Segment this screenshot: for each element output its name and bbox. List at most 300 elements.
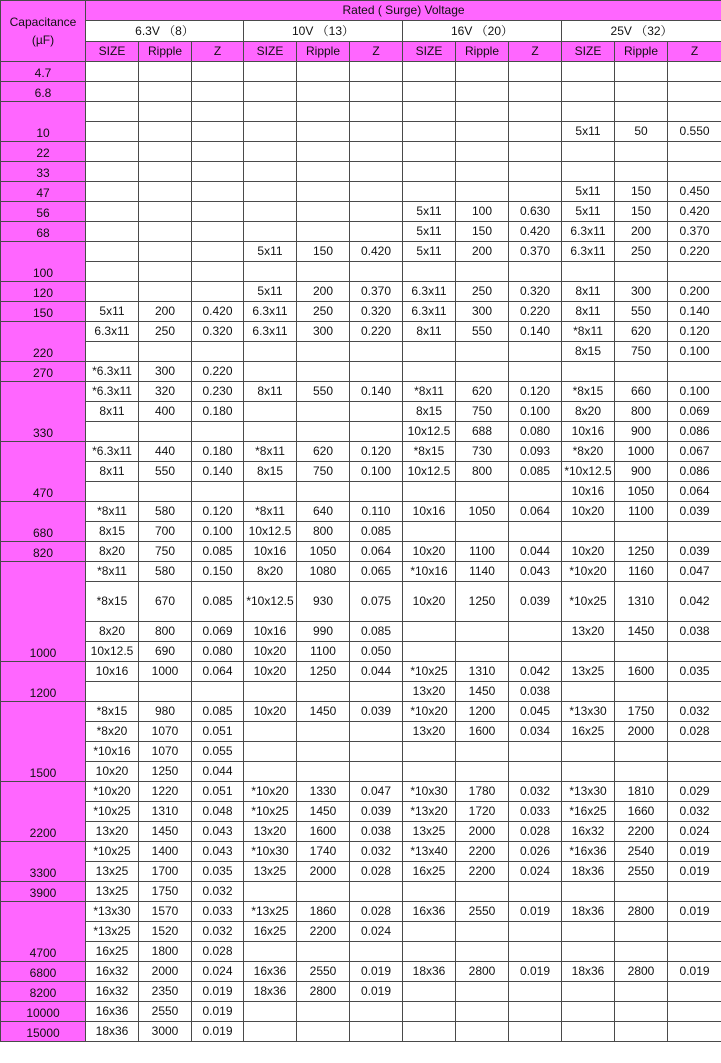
z-cell	[668, 942, 721, 962]
ripple-cell: 2000	[456, 822, 509, 842]
z-cell: 0.100	[668, 382, 721, 402]
size-cell	[244, 482, 297, 502]
size-cell	[244, 402, 297, 422]
size-cell: *8x11	[244, 442, 297, 462]
z-cell: 0.320	[509, 282, 562, 302]
z-cell	[350, 1002, 403, 1022]
ripple-cell	[615, 642, 668, 662]
table-row	[1, 942, 721, 962]
z-cell	[509, 922, 562, 942]
z-cell: 0.051	[192, 782, 244, 802]
ripple-cell: 900	[615, 422, 668, 442]
z-cell: 0.019	[668, 902, 721, 922]
capacitance-value: 120	[1, 282, 86, 302]
ripple-cell	[297, 682, 350, 702]
ripple-cell	[615, 1002, 668, 1022]
ripple-cell: 1200	[456, 702, 509, 722]
z-header: Z	[509, 42, 562, 62]
table-row	[1, 922, 721, 942]
size-cell: 10x16	[86, 662, 139, 682]
z-cell: 0.320	[350, 302, 403, 322]
size-cell: 16x25	[244, 922, 297, 942]
size-cell: 18x36	[562, 862, 615, 882]
z-cell	[192, 182, 244, 202]
z-cell: 0.034	[509, 722, 562, 742]
z-cell	[509, 942, 562, 962]
z-cell	[350, 262, 403, 282]
z-cell	[668, 682, 721, 702]
size-cell: 8x11	[86, 462, 139, 482]
table-row	[1, 962, 721, 982]
ripple-cell: 200	[456, 242, 509, 262]
ripple-cell: 1600	[615, 662, 668, 682]
z-header: Z	[350, 42, 403, 62]
size-cell: 8x15	[403, 402, 456, 422]
size-cell	[403, 922, 456, 942]
ripple-cell	[297, 482, 350, 502]
rated-voltage-header: Rated ( Surge) Voltage	[86, 1, 721, 21]
z-cell: 0.140	[350, 382, 403, 402]
size-cell: *8x11	[562, 322, 615, 342]
z-cell: 0.085	[509, 462, 562, 482]
z-cell: 0.019	[509, 902, 562, 922]
z-cell: 0.085	[192, 542, 244, 562]
ripple-cell: 2200	[456, 842, 509, 862]
z-cell: 0.043	[192, 822, 244, 842]
ripple-cell	[615, 1022, 668, 1042]
z-cell: 0.085	[350, 522, 403, 542]
table-row	[1, 822, 721, 842]
z-cell: 0.140	[192, 462, 244, 482]
ripple-cell	[297, 202, 350, 222]
size-cell: 10x20	[562, 542, 615, 562]
table-header	[1, 1, 721, 62]
z-cell	[350, 422, 403, 442]
table-row	[1, 722, 721, 742]
z-cell: 0.033	[192, 902, 244, 922]
z-cell	[509, 742, 562, 762]
z-cell: 0.230	[192, 382, 244, 402]
ripple-cell: 150	[615, 182, 668, 202]
size-cell	[562, 82, 615, 102]
size-cell: *13x40	[403, 842, 456, 862]
size-cell: 13x20	[403, 722, 456, 742]
z-cell	[668, 62, 721, 82]
ripple-cell	[297, 162, 350, 182]
size-cell	[403, 1022, 456, 1042]
capacitance-value: 15000	[1, 1022, 86, 1042]
ripple-cell: 1100	[297, 642, 350, 662]
ripple-cell: 1450	[139, 822, 192, 842]
z-cell	[509, 642, 562, 662]
size-cell: 16x32	[562, 822, 615, 842]
z-cell: 0.420	[668, 202, 721, 222]
z-cell	[350, 162, 403, 182]
z-cell	[668, 982, 721, 1002]
z-cell	[668, 262, 721, 282]
z-cell: 0.043	[509, 562, 562, 582]
ripple-cell: 1400	[139, 842, 192, 862]
table-row	[1, 802, 721, 822]
ripple-cell	[139, 102, 192, 122]
ripple-cell: 300	[297, 322, 350, 342]
z-cell: 0.220	[668, 242, 721, 262]
size-cell: 10x16	[562, 482, 615, 502]
size-header: SIZE	[403, 42, 456, 62]
size-cell: 13x25	[86, 862, 139, 882]
ripple-cell	[139, 282, 192, 302]
size-cell: *10x20	[562, 562, 615, 582]
size-cell: *10x16	[403, 562, 456, 582]
ripple-cell: 1250	[297, 662, 350, 682]
size-cell: 13x20	[244, 822, 297, 842]
ripple-cell: 320	[139, 382, 192, 402]
ripple-cell	[297, 142, 350, 162]
z-cell: 0.220	[192, 362, 244, 382]
z-cell	[350, 62, 403, 82]
ripple-cell: 930	[297, 582, 350, 622]
size-cell	[403, 342, 456, 362]
table-row	[1, 982, 721, 1002]
size-header: SIZE	[244, 42, 297, 62]
table-body	[1, 62, 721, 1042]
ripple-cell: 200	[615, 222, 668, 242]
size-cell: 10x20	[244, 662, 297, 682]
ripple-cell: 750	[456, 402, 509, 422]
capacitance-value: 1500	[1, 702, 86, 782]
ripple-cell: 1740	[297, 842, 350, 862]
size-cell: *8x11	[403, 382, 456, 402]
table-row	[1, 502, 721, 522]
z-cell	[668, 1022, 721, 1042]
ripple-cell	[615, 162, 668, 182]
size-cell	[403, 482, 456, 502]
z-cell: 0.050	[350, 642, 403, 662]
ripple-cell: 660	[615, 382, 668, 402]
z-cell: 0.320	[192, 322, 244, 342]
z-cell	[509, 102, 562, 122]
z-cell	[509, 522, 562, 542]
ripple-cell	[456, 942, 509, 962]
z-cell: 0.120	[509, 382, 562, 402]
z-cell: 0.150	[192, 562, 244, 582]
size-cell: *8x20	[562, 442, 615, 462]
ripple-cell: 2550	[456, 902, 509, 922]
capacitance-value: 330	[1, 382, 86, 442]
z-cell	[350, 342, 403, 362]
size-cell: 16x32	[86, 962, 139, 982]
size-cell: 16x25	[86, 942, 139, 962]
z-cell	[192, 122, 244, 142]
ripple-cell: 2800	[615, 962, 668, 982]
size-cell: *6.3x11	[86, 382, 139, 402]
ripple-cell: 1700	[139, 862, 192, 882]
ripple-cell	[139, 482, 192, 502]
capacitance-value: 1200	[1, 662, 86, 702]
ripple-cell: 1250	[456, 582, 509, 622]
table-row	[1, 842, 721, 862]
z-cell	[509, 882, 562, 902]
ripple-cell: 750	[615, 342, 668, 362]
ripple-cell	[456, 522, 509, 542]
size-cell	[403, 882, 456, 902]
table-row	[1, 302, 721, 322]
z-cell: 0.220	[350, 322, 403, 342]
size-cell: 5x11	[244, 282, 297, 302]
size-cell: 10x16	[244, 542, 297, 562]
z-cell: 0.019	[350, 962, 403, 982]
size-cell: 8x11	[562, 282, 615, 302]
size-cell	[403, 142, 456, 162]
size-cell	[244, 102, 297, 122]
ripple-cell: 1250	[139, 762, 192, 782]
ripple-cell: 3000	[139, 1022, 192, 1042]
ripple-cell: 200	[297, 282, 350, 302]
capacitance-value: 3300	[1, 842, 86, 882]
ripple-cell: 1860	[297, 902, 350, 922]
size-cell	[403, 522, 456, 542]
ripple-cell: 2550	[297, 962, 350, 982]
z-cell: 0.039	[509, 582, 562, 622]
ripple-cell: 980	[139, 702, 192, 722]
z-cell	[668, 642, 721, 662]
size-cell: *10x20	[244, 782, 297, 802]
table-row	[1, 562, 721, 582]
size-cell: 10x20	[403, 542, 456, 562]
size-cell: *10x25	[86, 802, 139, 822]
z-cell: 0.100	[192, 522, 244, 542]
capacitance-value: 100	[1, 242, 86, 282]
z-cell	[509, 342, 562, 362]
size-cell: 5x11	[403, 242, 456, 262]
ripple-cell: 250	[456, 282, 509, 302]
size-cell: 10x20	[86, 762, 139, 782]
z-cell: 0.120	[192, 502, 244, 522]
z-cell	[509, 82, 562, 102]
size-cell	[244, 142, 297, 162]
ripple-cell	[456, 922, 509, 942]
ripple-cell: 300	[139, 362, 192, 382]
size-cell: 13x20	[86, 822, 139, 842]
size-cell	[244, 162, 297, 182]
table-row	[1, 402, 721, 422]
size-cell: 16x36	[86, 1002, 139, 1022]
ripple-cell	[139, 222, 192, 242]
size-cell: 13x20	[403, 682, 456, 702]
size-cell: *8x15	[86, 702, 139, 722]
z-cell	[192, 242, 244, 262]
z-cell: 0.370	[350, 282, 403, 302]
ripple-cell: 1720	[456, 802, 509, 822]
z-cell: 0.420	[509, 222, 562, 242]
ripple-cell	[297, 402, 350, 422]
z-cell	[192, 162, 244, 182]
ripple-cell	[456, 762, 509, 782]
z-cell: 0.140	[668, 302, 721, 322]
size-cell: *13x30	[86, 902, 139, 922]
z-cell: 0.220	[509, 302, 562, 322]
z-header: Z	[192, 42, 244, 62]
size-cell	[86, 262, 139, 282]
size-cell: *10x20	[403, 702, 456, 722]
ripple-cell: 250	[297, 302, 350, 322]
z-cell: 0.069	[668, 402, 721, 422]
size-cell: 10x16	[562, 422, 615, 442]
size-cell: *13x25	[244, 902, 297, 922]
size-cell: 5x11	[562, 182, 615, 202]
capacitance-value: 1000	[1, 562, 86, 662]
size-cell: 6.3x11	[403, 282, 456, 302]
ripple-cell: 1310	[139, 802, 192, 822]
ripple-cell	[615, 82, 668, 102]
ripple-cell	[615, 362, 668, 382]
ripple-cell	[456, 882, 509, 902]
z-cell: 0.069	[192, 622, 244, 642]
z-cell: 0.055	[192, 742, 244, 762]
ripple-header: Ripple	[456, 42, 509, 62]
z-cell	[668, 522, 721, 542]
capacitance-value: 22	[1, 142, 86, 162]
ripple-cell: 2540	[615, 842, 668, 862]
z-cell	[192, 222, 244, 242]
z-cell: 0.019	[509, 962, 562, 982]
size-cell	[562, 1022, 615, 1042]
ripple-cell: 620	[297, 442, 350, 462]
z-cell	[509, 122, 562, 142]
ripple-header: Ripple	[139, 42, 192, 62]
ripple-cell: 550	[139, 462, 192, 482]
z-cell: 0.044	[350, 662, 403, 682]
z-cell: 0.032	[192, 922, 244, 942]
z-cell	[350, 82, 403, 102]
size-cell: 18x36	[562, 962, 615, 982]
size-cell	[403, 62, 456, 82]
size-cell: 8x20	[86, 542, 139, 562]
z-cell: 0.120	[668, 322, 721, 342]
capacitance-value: 4.7	[1, 62, 86, 82]
ripple-cell: 250	[139, 322, 192, 342]
ripple-cell	[456, 102, 509, 122]
ripple-cell	[297, 222, 350, 242]
z-cell: 0.028	[350, 902, 403, 922]
ripple-cell: 670	[139, 582, 192, 622]
size-cell: *8x15	[403, 442, 456, 462]
z-cell: 0.032	[509, 782, 562, 802]
z-cell	[192, 342, 244, 362]
z-cell: 0.420	[192, 302, 244, 322]
z-cell	[509, 362, 562, 382]
ripple-cell	[456, 1002, 509, 1022]
z-cell: 0.039	[350, 702, 403, 722]
z-cell: 0.064	[668, 482, 721, 502]
size-cell	[86, 282, 139, 302]
z-cell	[509, 182, 562, 202]
ripple-cell: 900	[615, 462, 668, 482]
ripple-cell: 690	[139, 642, 192, 662]
size-cell: *10x25	[403, 662, 456, 682]
z-cell: 0.065	[350, 562, 403, 582]
size-cell: *16x36	[562, 842, 615, 862]
z-cell: 0.075	[350, 582, 403, 622]
size-cell	[86, 482, 139, 502]
ripple-cell: 700	[139, 522, 192, 542]
ripple-cell: 580	[139, 562, 192, 582]
size-cell: 10x12.5	[244, 522, 297, 542]
size-cell	[244, 682, 297, 702]
ripple-cell: 2800	[615, 902, 668, 922]
ripple-cell	[297, 342, 350, 362]
size-cell: 8x15	[562, 342, 615, 362]
size-cell: 6.3x11	[86, 322, 139, 342]
z-cell: 0.080	[192, 642, 244, 662]
size-cell	[403, 82, 456, 102]
ripple-cell	[456, 362, 509, 382]
ripple-cell: 990	[297, 622, 350, 642]
table-row	[1, 622, 721, 642]
capacitance-value: 220	[1, 322, 86, 362]
capacitance-value: 10000	[1, 1002, 86, 1022]
size-cell	[562, 1002, 615, 1022]
ripple-cell: 580	[139, 502, 192, 522]
capacitance-value: 4700	[1, 902, 86, 962]
table-row	[1, 282, 721, 302]
ripple-header: Ripple	[615, 42, 668, 62]
size-cell: 5x11	[86, 302, 139, 322]
size-cell	[562, 62, 615, 82]
ripple-cell	[456, 162, 509, 182]
ripple-cell	[297, 762, 350, 782]
ripple-cell: 1750	[615, 702, 668, 722]
ripple-cell: 400	[139, 402, 192, 422]
ripple-cell	[139, 202, 192, 222]
z-cell: 0.024	[350, 922, 403, 942]
size-cell	[244, 762, 297, 782]
ripple-cell: 1780	[456, 782, 509, 802]
ripple-header: Ripple	[297, 42, 350, 62]
size-cell	[244, 122, 297, 142]
capacitance-value: 680	[1, 502, 86, 542]
z-cell: 0.019	[350, 982, 403, 1002]
ripple-cell	[297, 362, 350, 382]
size-cell	[403, 982, 456, 1002]
size-cell	[86, 682, 139, 702]
ripple-cell	[456, 982, 509, 1002]
ripple-cell: 2800	[297, 982, 350, 1002]
z-cell: 0.019	[668, 842, 721, 862]
ripple-cell: 1800	[139, 942, 192, 962]
z-cell: 0.019	[192, 1022, 244, 1042]
ripple-cell	[297, 182, 350, 202]
size-cell: *10x30	[244, 842, 297, 862]
ripple-cell: 150	[615, 202, 668, 222]
ripple-cell: 688	[456, 422, 509, 442]
ripple-cell	[139, 182, 192, 202]
capacitance-header-label: Capacitance	[9, 15, 77, 29]
ripple-cell: 1310	[615, 582, 668, 622]
z-cell	[192, 262, 244, 282]
size-cell: 10x16	[244, 622, 297, 642]
z-cell: 0.038	[350, 822, 403, 842]
ripple-cell	[297, 722, 350, 742]
size-header: SIZE	[562, 42, 615, 62]
size-cell: 8x15	[86, 522, 139, 542]
z-cell	[192, 142, 244, 162]
z-cell: 0.450	[668, 182, 721, 202]
z-cell: 0.044	[192, 762, 244, 782]
z-cell	[350, 742, 403, 762]
size-cell: *8x11	[86, 562, 139, 582]
size-cell	[244, 882, 297, 902]
